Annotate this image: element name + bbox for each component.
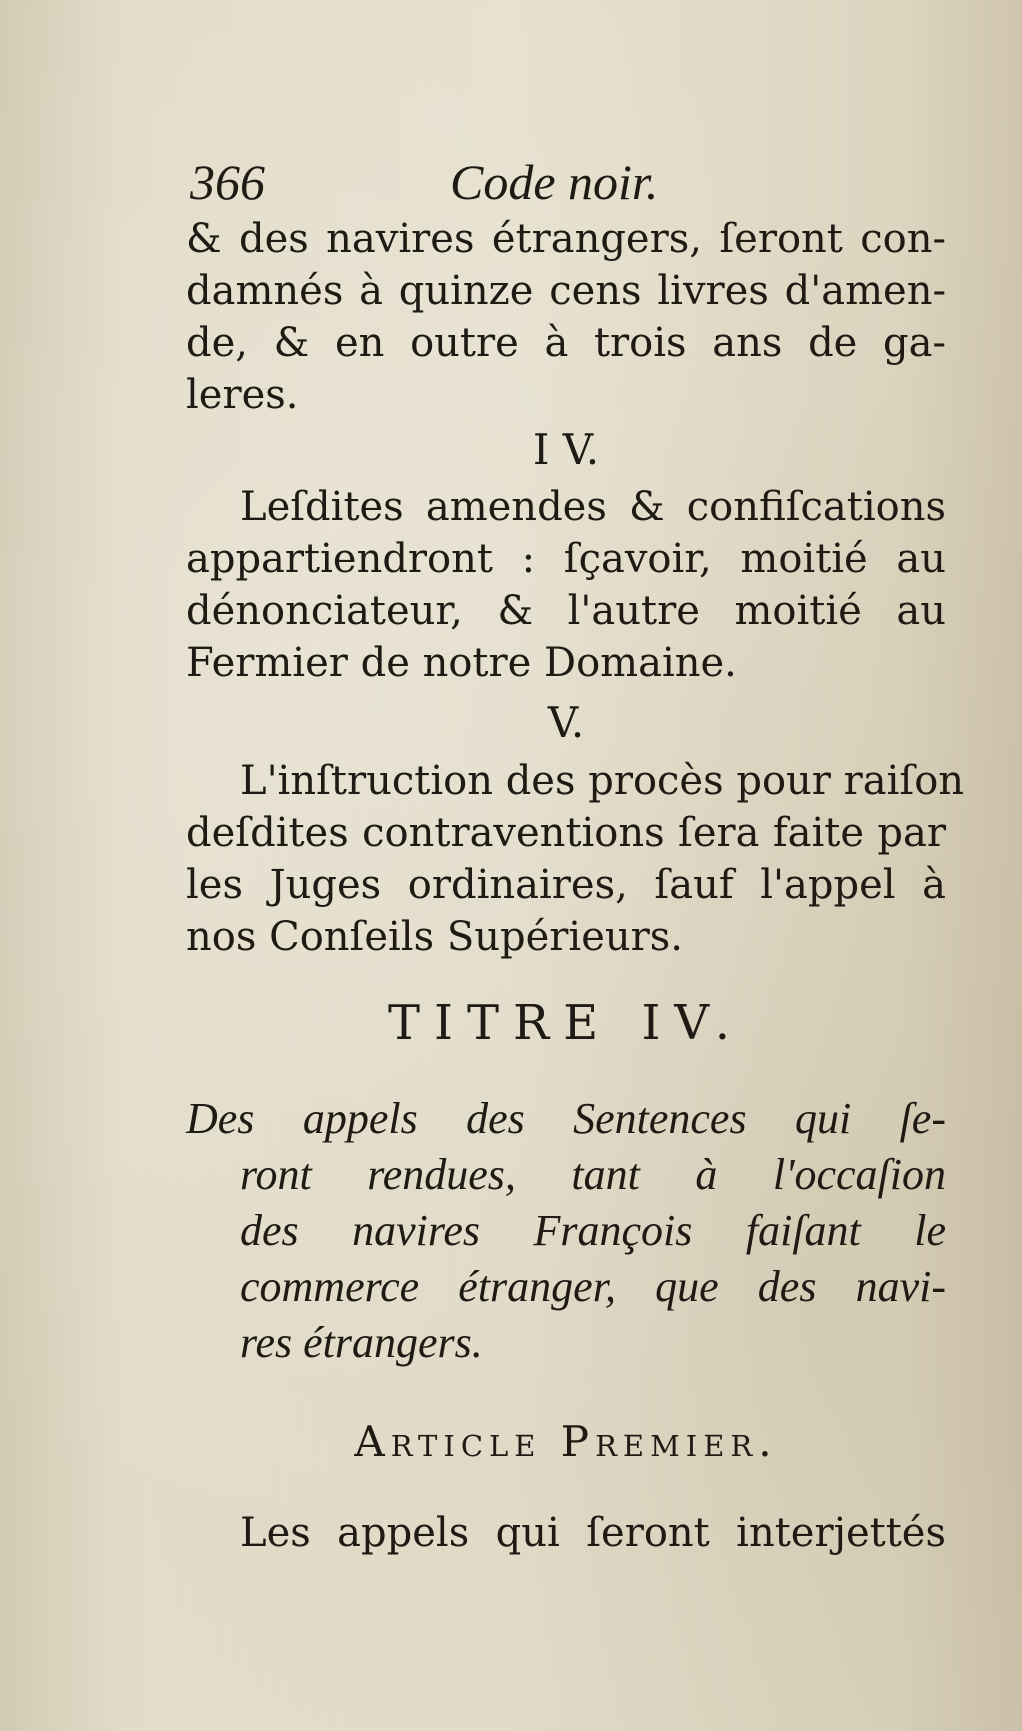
text-line: Les appels qui ſeront interjettés — [240, 1510, 946, 1556]
text-line: nos Conſeils Supérieurs. — [186, 914, 683, 960]
page-header — [190, 152, 950, 212]
article-title: Article Premier. — [354, 1417, 778, 1466]
running-title: Code noir. — [450, 154, 659, 210]
text-line: les Juges ordinaires, ſauf l'appel à — [186, 862, 946, 908]
text-line: Fermier de notre Domaine. — [186, 640, 737, 686]
text-line: damnés à quinze cens livres d'amen- — [186, 268, 946, 314]
article-number-heading: V. — [547, 698, 585, 747]
section-title: TITRE IV. — [388, 995, 744, 1051]
text-line: de, & en outre à trois ans de ga- — [186, 320, 946, 366]
subtitle-line: commerce étranger, que des navi- — [240, 1262, 946, 1311]
subtitle-line: ront rendues, tant à l'occaſion — [240, 1150, 946, 1199]
text-line: & des navires étrangers, ſeront con- — [186, 216, 946, 262]
text-line: leres. — [186, 372, 299, 418]
article-number-heading: I V. — [532, 425, 600, 474]
text-line: appartiendront : ſçavoir, moitié au — [186, 536, 946, 582]
text-line: L'inſtruction des procès pour raiſon — [240, 758, 965, 804]
subtitle-line: des navires François faiſant le — [240, 1206, 946, 1255]
page-number: 366 — [190, 154, 265, 210]
text-line: dénonciateur, & l'autre moitié au — [186, 588, 946, 634]
subtitle-line: res étrangers. — [240, 1318, 483, 1367]
text-line: Leſdites amendes & confiſcations — [240, 484, 946, 530]
subtitle-line: Des appels des Sentences qui ſe- — [186, 1094, 946, 1143]
text-line: deſdites contraventions ſera faite par — [186, 810, 946, 856]
